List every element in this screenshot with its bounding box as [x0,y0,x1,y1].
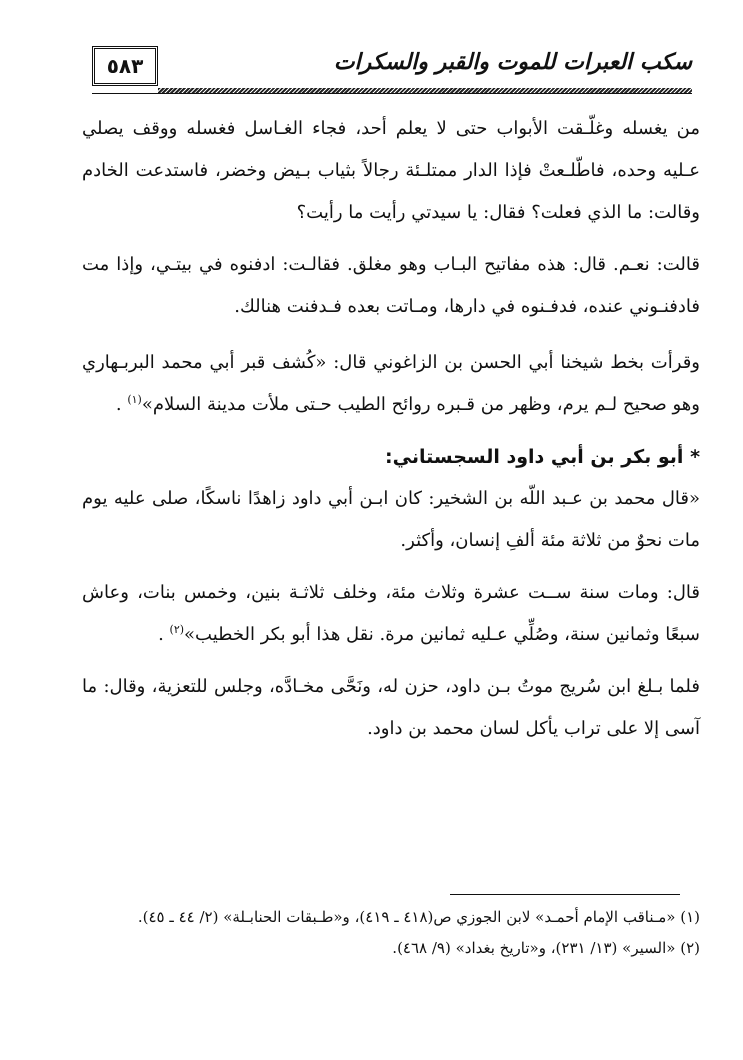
paragraph-4: «قال محمد بن عـبد اللّه بن الشخير: كان ابـن أبي داود زاهدًا ناسكًا، صلى عليه يوم مات نحوٌ من ثلاثة مئة ألفِ إنسان، وأكثر. [82,488,700,551]
page-number: ٥٨٣ [92,46,158,86]
footnote-ref-2: (٢) [169,623,185,636]
heading-bullet: * [690,446,700,468]
paragraph-6: فلما بـلغ ابن سُريج موتُ بـن داود، حزن له، ونَحَّى مخـادَّه، وجلس للتعزية، وقال: ما آسى إلا على تراب يأكل لسان محمد بن داود. [82,676,700,739]
running-title: سكب العبرات للموت والقبر والسكرات [333,50,692,75]
paragraph-5-end: . [158,624,170,645]
section-heading [82,436,700,478]
footnotes [82,902,700,964]
paragraph-1: من يغسله وغلّـقت الأبواب حتى لا يعلم أحد، فجاء الغـاسل فغسله ووقف يصلي عـليه وحده، فاطّلـعتْ فإذا الدار ممتلـئة رجالاً بثياب بـيض وخضر، فاستدعت الخادم وقالت: ما الذي فعلت؟ فقال: يا سيدتي رأيت ما رأيت؟ [82,118,700,223]
paragraph-5-text: قال: ومات سنة ســت عشرة وثلاث مئة، وخلف ثلاثـة بنين، وخمس بنات، وعاش سبعًا وثمانين سنة، وصُلِّي عـليه ثمانين مرة. نقل هذا أبو بكر الخطيب» [82,582,700,645]
heading-text: أبو بكر بن أبي داود السجستاني: [385,446,684,468]
running-header [92,46,692,96]
paragraph-3-text: وقرأت بخط شيخنا أبي الحسن بن الزاغوني قال: «كُشف قبر أبي محمد البربـهاري وهو صحيح لـم يرم، وظهر من قـبره روائح الطيب حـتى ملأت مدينة السلام» [82,352,700,415]
footnote-1: (١) «مـناقب الإمام أحمـد» لابن الجوزي ص(٤١٨ ـ ٤١٩)، و«طـبقات الحنابـلة» (٢/ ٤٤ ـ ٤٥). [137,908,700,926]
paragraph-3 [82,342,700,426]
paragraph-2: قالت: نعـم. قال: هذه مفاتيح البـاب وهو مغلق. فقالـت: ادفنوه في بيتـي، وإذا مت فادفنـوني عنده، فدفـنوه في دارها، ومـاتت بعده فـدفنت هنالك. [82,254,700,317]
paragraph-5 [82,572,700,656]
paragraph-3-end: . [115,394,128,415]
main-text [82,108,700,750]
footnote-ref-1: (١) [127,393,142,406]
footnote-2: (٢) «السير» (١٣/ ٢٣١)، و«تاريخ بغداد» (٩/ ٤٦٨). [392,939,700,957]
header-divider [92,93,692,94]
footnote-separator [450,894,680,895]
